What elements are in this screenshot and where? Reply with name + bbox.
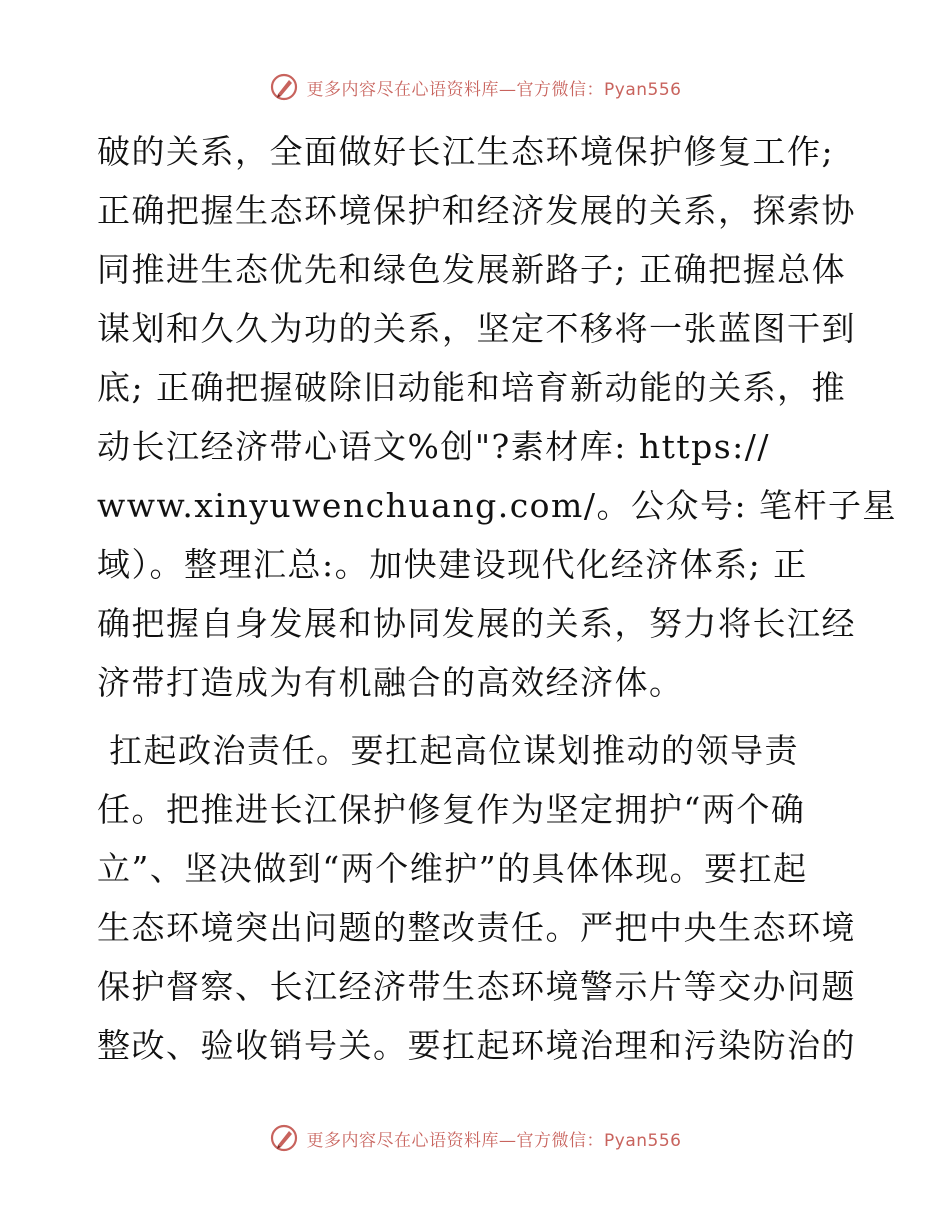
text-line: 扛起政治责任。要扛起高位谋划推动的领导责 [97, 731, 799, 770]
text-line: www.xinyuwenchuang.com/。公众号: 笔杆子星 [97, 486, 898, 525]
text-line: 同推进生态优先和绿色发展新路子; 正确把握总体 [97, 250, 847, 289]
text-line: 动长江经济带心语文%创"?素材库: https:// [97, 427, 771, 466]
text-line: 保护督察、长江经济带生态环境警示片等交办问题 [97, 967, 856, 1006]
header-watermark [0, 72, 950, 102]
text-line: 域）。整理汇总:。加快建设现代化经济体系; 正 [97, 545, 808, 584]
text-line: 确把握自身发展和协同发展的关系，努力将长江经 [97, 604, 856, 643]
text-line: 正确把握生态环境保护和经济发展的关系，探索协 [97, 191, 856, 230]
paragraph-2 [97, 721, 857, 1075]
text-line: 生态环境突出问题的整改责任。严把中央生态环境 [97, 908, 856, 947]
text-line: 底; 正确把握破除旧动能和培育新动能的关系，推 [97, 368, 847, 407]
text-line: 任。把推进长江保护修复作为坚定拥护“两个确 [97, 790, 806, 829]
text-line: 整改、验收销号关。要扛起环境治理和污染防治的 [97, 1026, 856, 1065]
footer-watermark [0, 1123, 950, 1153]
document-body [97, 122, 898, 1075]
text-line: 济带打造成为有机融合的高效经济体。 [97, 663, 684, 702]
watermark-text: 更多内容尽在心语资料库—官方微信：Pyan556 [306, 79, 682, 100]
paragraph-1 [97, 122, 898, 712]
text-line: 破的关系，全面做好长江生态环境保护修复工作; [97, 132, 835, 171]
pen-logo-icon [269, 72, 299, 102]
text-line: 立”、坚决做到“两个维护”的具体体现。要扛起 [97, 849, 808, 888]
text-line: 谋划和久久为功的关系，坚定不移将一张蓝图干到 [97, 309, 856, 348]
pen-logo-icon [269, 1123, 299, 1153]
watermark-text: 更多内容尽在心语资料库—官方微信：Pyan556 [306, 1130, 682, 1151]
paragraph-gap [97, 712, 857, 721]
